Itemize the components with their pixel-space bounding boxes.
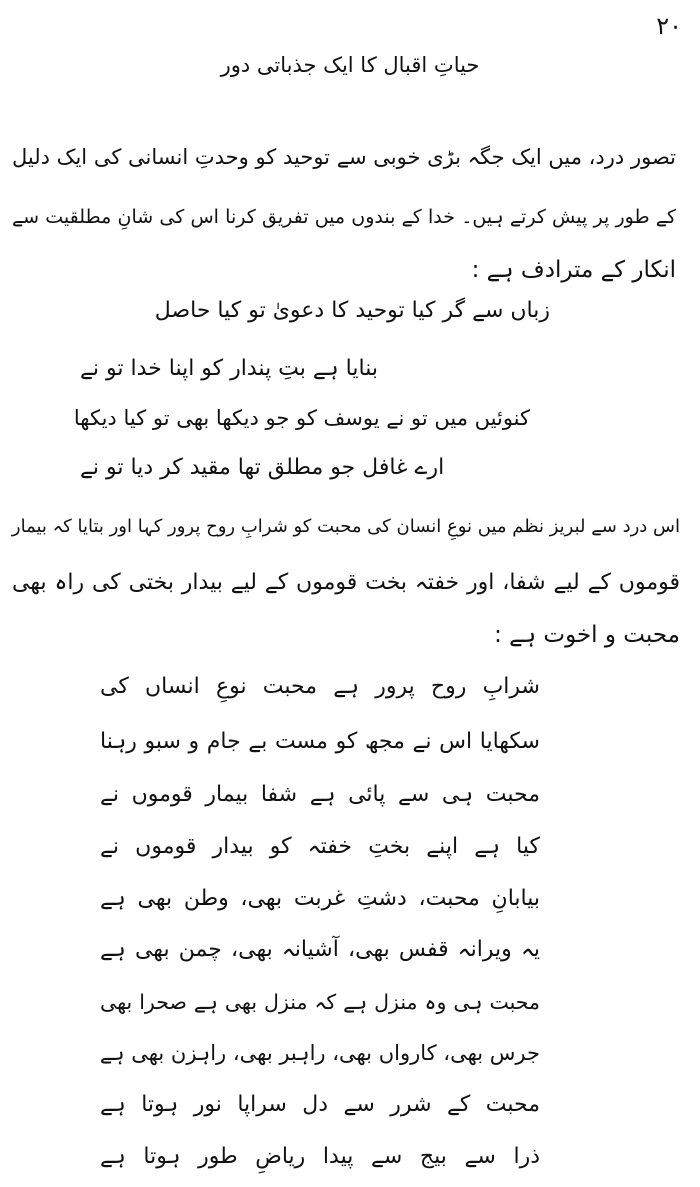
verse1-line-1: زباں سے گر کیا توحید کا دعویٰ تو کیا حاصل — [154, 298, 550, 323]
page-number: ۲۰ — [656, 12, 682, 40]
middle-line-2: قوموں کے لیے شفا، اور خفتہ بخت قوموں کے لیے بیدار بختی کی راہ بھی — [12, 570, 680, 595]
verse2-line-3: محبت ہی سے پائی ہے شفا بیمار قوموں نے — [100, 782, 540, 807]
verse1-line-4: ارے غافل جو مطلق تھا مقید کر دیا تو نے — [80, 455, 445, 480]
verse2-line-10: ذرا سے بیج سے پیدا ریاضِ طور ہوتا ہے — [100, 1144, 540, 1169]
intro-line-3: انکار کے مترادف ہے : — [471, 257, 676, 283]
verse2-line-1: شرابِ روح پرور ہے محبت نوعِ انساں کی — [100, 674, 540, 699]
verse2-line-2: سکھایا اس نے مجھ کو مست بے جام و سبو رہنا — [100, 729, 540, 754]
verse1-line-3: کنوئیں میں تو نے یوسف کو جو دیکھا بھی تو کیا دیکھا — [73, 406, 530, 430]
intro-line-1: تصور درد، میں ایک جگہ بڑی خوبی سے توحید کو وحدتِ انسانی کی ایک دلیل — [12, 145, 676, 169]
verse2-line-5: بیابانِ محبت، دشتِ غربت بھی، وطن بھی ہے — [100, 886, 540, 911]
verse2-line-8: جرس بھی، کارواں بھی، راہبر بھی، راہزن بھی ہے — [99, 1041, 540, 1065]
middle-line-3: محبت و اخوت ہے : — [494, 622, 680, 648]
verse2-line-9: محبت کے شرر سے دل سراپا نور ہوتا ہے — [100, 1092, 540, 1117]
verse2-line-7: محبت ہی وہ منزل ہے کہ منزل بھی ہے صحرا بھی — [100, 990, 540, 1014]
intro-line-2: کے طور پر پیش کرتے ہیں۔ خدا کے بندوں میں تفریق کرنا اس کی شانِ مطلقیت سے — [12, 206, 676, 228]
verse1-line-2: بنایا ہے بتِ پندار کو اپنا خدا تو نے — [80, 356, 378, 381]
verse2-line-6: یہ ویرانہ قفس بھی، آشیانہ بھی، چمن بھی ہے — [100, 937, 540, 962]
middle-line-1: اس درد سے لبریز نظم میں نوعِ انسان کی محبت کو شرابِ روح پرور کہا اور بتایا کہ بیمار — [11, 516, 680, 537]
verse2-line-4: کیا ہے اپنے بختِ خفتہ کو بیدار قوموں نے — [100, 834, 540, 859]
page-heading: حیاتِ اقبال کا ایک جذباتی دور — [220, 53, 480, 77]
